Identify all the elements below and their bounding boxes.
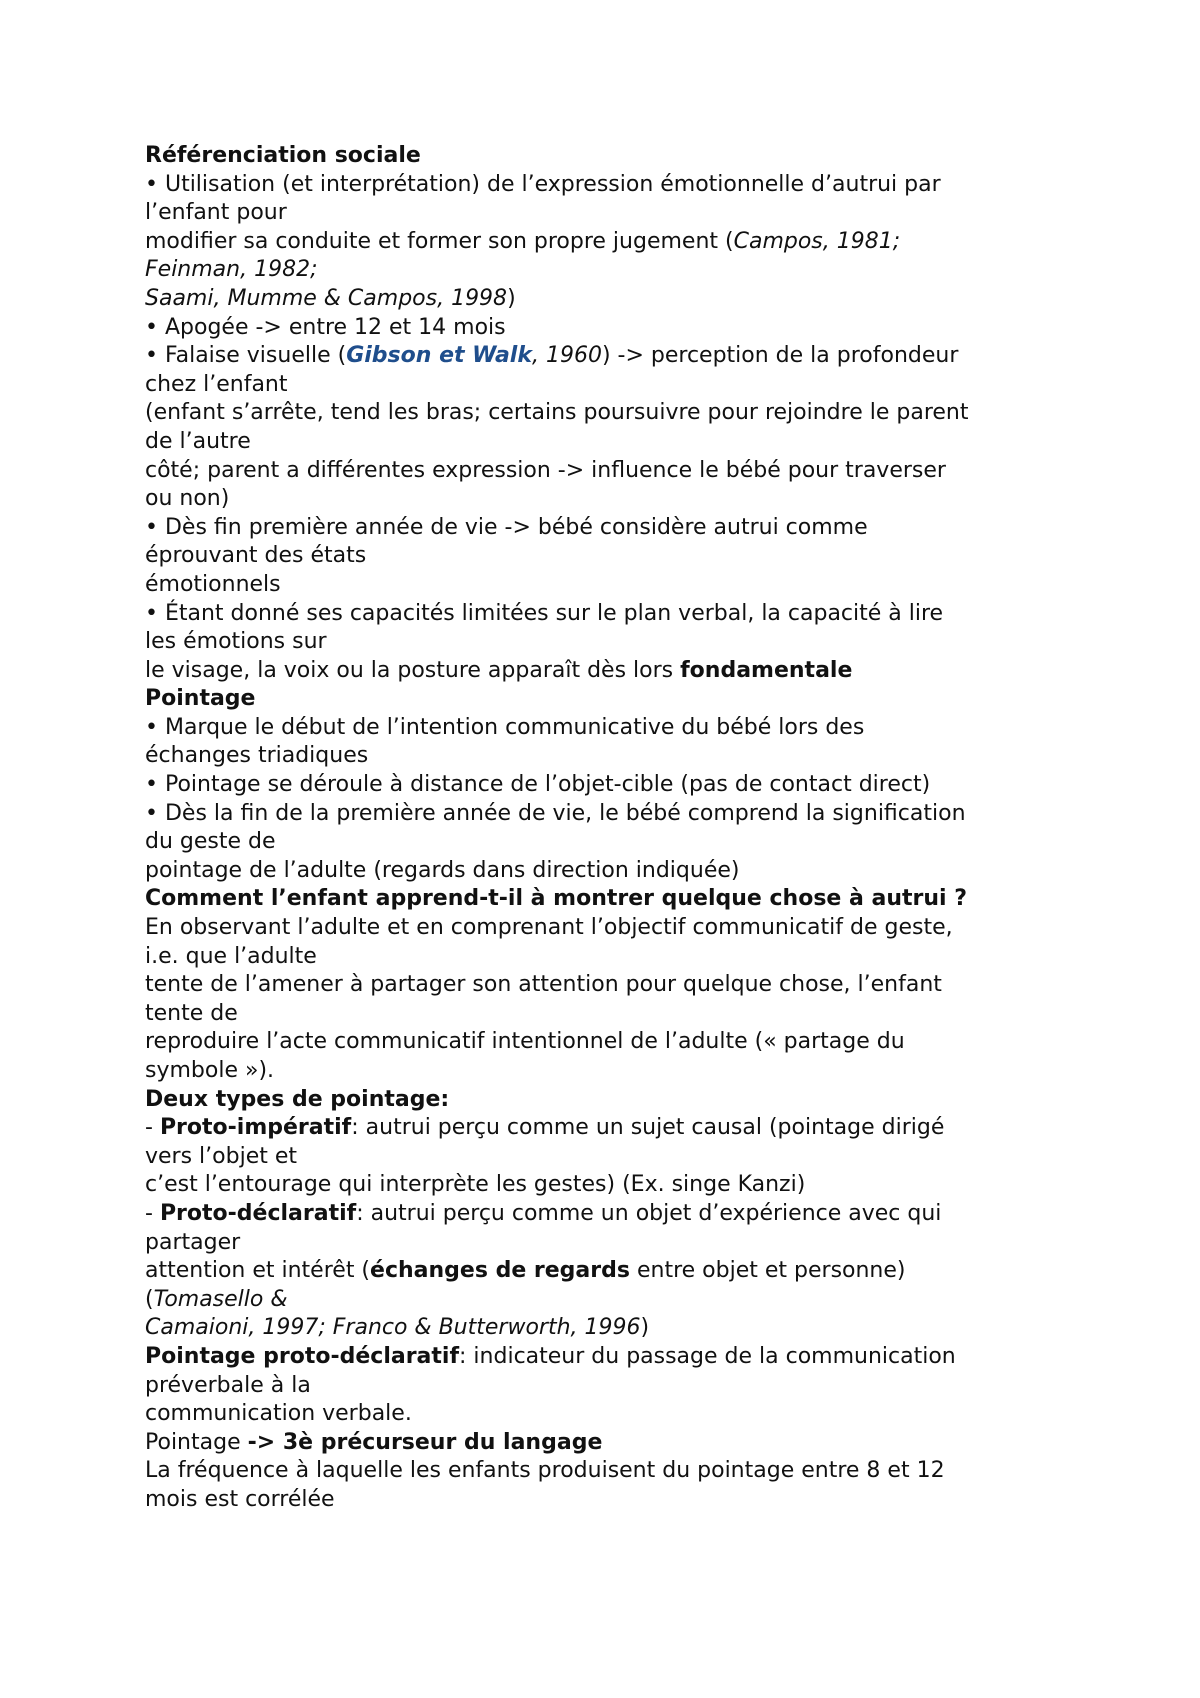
- text-line: [145, 342, 1075, 371]
- text-line: [145, 600, 1075, 629]
- bold-text: Référenciation sociale: [145, 143, 421, 168]
- text-line: [145, 485, 1075, 514]
- bold-text: fondamentale: [680, 657, 853, 683]
- text-run: entre objet et personne): [629, 1258, 906, 1284]
- text-run: : indicateur du passage de la communication: [459, 1343, 956, 1369]
- text-line: [145, 1028, 1075, 1057]
- text-run: : autrui perçu comme un objet d’expérience avec qui: [356, 1200, 942, 1226]
- text-line: [145, 657, 1075, 686]
- text-run: tente de: [145, 1000, 238, 1026]
- text-line: [145, 828, 1075, 857]
- bold-text: -> 3è précurseur du langage: [247, 1429, 603, 1455]
- bold-text: Proto-impératif: [159, 1115, 352, 1141]
- citation-text: , 1960: [531, 343, 602, 369]
- bold-text: Pointage proto-déclaratif: [145, 1343, 460, 1369]
- text-run: • Utilisation (et interprétation) de l’expression émotionnelle d’autrui par: [145, 171, 941, 197]
- text-run: • Marque le début de l’intention communicative du bébé lors des: [145, 714, 865, 740]
- text-line: [145, 1257, 1075, 1286]
- text-run: le visage, la voix ou la posture apparaît dès lors: [145, 657, 681, 683]
- text-line: [145, 771, 1075, 800]
- text-line: [145, 1086, 1075, 1115]
- text-run: reproduire l’acte communicatif intentionnel de l’adulte (« partage du: [145, 1029, 905, 1055]
- text-run: chez l’enfant: [145, 371, 288, 397]
- text-line: [145, 943, 1075, 972]
- text-run: Pointage: [145, 1429, 248, 1455]
- text-run: vers l’objet et: [145, 1143, 298, 1169]
- text-line: [145, 714, 1075, 743]
- text-run: de l’autre: [145, 428, 251, 454]
- text-line: [145, 1171, 1075, 1200]
- text-line: [145, 514, 1075, 543]
- text-line: [145, 971, 1075, 1000]
- text-line: [145, 1486, 1075, 1515]
- text-run: ) -> perception de la profondeur: [601, 343, 959, 369]
- text-run: modifier sa conduite et former son propre jugement (: [145, 228, 734, 254]
- text-run: i.e. que l’adulte: [145, 943, 317, 969]
- text-line: [145, 399, 1075, 428]
- text-run: (: [145, 1286, 154, 1312]
- text-run: • Dès fin première année de vie -> bébé considère autrui comme: [145, 514, 868, 540]
- text-run: symbole »).: [145, 1058, 275, 1083]
- citation-text: Tomasello &: [153, 1286, 288, 1312]
- text-line: [145, 228, 1075, 257]
- text-run: • Falaise visuelle (: [145, 343, 347, 369]
- text-line: [145, 371, 1075, 400]
- bold-text: échanges de regards: [370, 1258, 630, 1284]
- text-run: éprouvant des états: [145, 543, 367, 569]
- text-line: [145, 1229, 1075, 1258]
- text-run: • Étant donné ses capacités limitées sur le plan verbal, la capacité à lire: [145, 600, 944, 626]
- text-line: [145, 457, 1075, 486]
- text-run: attention et intérêt (: [145, 1258, 371, 1284]
- text-line: [145, 1457, 1075, 1486]
- text-line: [145, 1314, 1075, 1343]
- text-run: : autrui perçu comme un sujet causal (pointage dirigé: [351, 1115, 945, 1141]
- text-line: [145, 1372, 1075, 1401]
- text-line: [145, 1286, 1075, 1315]
- bold-text: Deux types de pointage:: [145, 1086, 450, 1112]
- text-run: -: [145, 1200, 160, 1226]
- text-run: (enfant s’arrête, tend les bras; certains poursuivre pour rejoindre le parent: [145, 400, 969, 426]
- text-line: [145, 1429, 1075, 1458]
- text-run: émotionnels: [145, 571, 281, 597]
- text-run: mois est corrélée: [145, 1486, 335, 1512]
- text-line: [145, 628, 1075, 657]
- text-run: les émotions sur: [145, 629, 327, 655]
- text-line: [145, 256, 1075, 285]
- bold-text: Pointage: [145, 686, 256, 712]
- text-line: [145, 1343, 1075, 1372]
- text-line: [145, 1143, 1075, 1172]
- text-run: -: [145, 1115, 160, 1141]
- bold-text: Proto-déclaratif: [159, 1200, 357, 1226]
- citation-text: Saami, Mumme & Campos, 1998: [145, 285, 508, 311]
- text-run: • Dès la fin de la première année de vie, le bébé comprend la signification: [145, 800, 966, 826]
- text-run: communication verbale.: [145, 1401, 412, 1427]
- text-run: ou non): [145, 486, 230, 512]
- text-run: En observant l’adulte et en comprenant l’objectif communicatif de geste,: [145, 915, 953, 941]
- text-run: • Pointage se déroule à distance de l’objet-cible (pas de contact direct): [145, 772, 931, 798]
- text-run: tente de l’amener à partager son attention pour quelque chose, l’enfant: [145, 972, 942, 998]
- text-line: [145, 914, 1075, 943]
- text-line: [145, 142, 1075, 171]
- text-line: [145, 885, 1075, 914]
- citation-text: Campos, 1981;: [733, 228, 901, 254]
- text-run: préverbale à la: [145, 1372, 311, 1398]
- text-line: [145, 857, 1075, 886]
- text-line: [145, 800, 1075, 829]
- text-run: La fréquence à laquelle les enfants produisent du pointage entre 8 et 12: [145, 1458, 945, 1484]
- text-line: [145, 542, 1075, 571]
- citation-text: Camaioni, 1997; Franco & Butterworth, 1996: [145, 1315, 641, 1341]
- text-run: côté; parent a différentes expression -> influence le bébé pour traverser: [145, 457, 946, 483]
- text-run: échanges triadiques: [145, 743, 369, 769]
- text-run: ): [640, 1315, 650, 1341]
- text-line: [145, 1057, 1075, 1086]
- text-line: [145, 428, 1075, 457]
- text-run: • Apogée -> entre 12 et 14 mois: [145, 314, 506, 340]
- text-line: [145, 685, 1075, 714]
- document-body: [145, 142, 1075, 1515]
- text-run: ): [507, 285, 516, 311]
- text-line: [145, 571, 1075, 600]
- text-line: [145, 171, 1075, 200]
- text-line: [145, 742, 1075, 771]
- text-line: [145, 285, 1075, 314]
- reference-link[interactable]: Gibson et Walk: [346, 343, 532, 369]
- text-run: c’est l’entourage qui interprète les gestes) (Ex. singe Kanzi): [145, 1172, 806, 1198]
- citation-text: Feinman, 1982;: [145, 257, 318, 283]
- text-run: pointage de l’adulte (regards dans direction indiquée): [145, 857, 740, 883]
- text-line: [145, 1000, 1075, 1029]
- text-line: [145, 314, 1075, 343]
- text-run: du geste de: [145, 829, 276, 855]
- text-line: [145, 199, 1075, 228]
- text-line: [145, 1114, 1075, 1143]
- text-line: [145, 1400, 1075, 1429]
- text-run: l’enfant pour: [145, 200, 287, 226]
- text-run: partager: [145, 1229, 241, 1255]
- text-line: [145, 1200, 1075, 1229]
- bold-text: Comment l’enfant apprend-t-il à montrer quelque chose à autrui ?: [145, 886, 968, 912]
